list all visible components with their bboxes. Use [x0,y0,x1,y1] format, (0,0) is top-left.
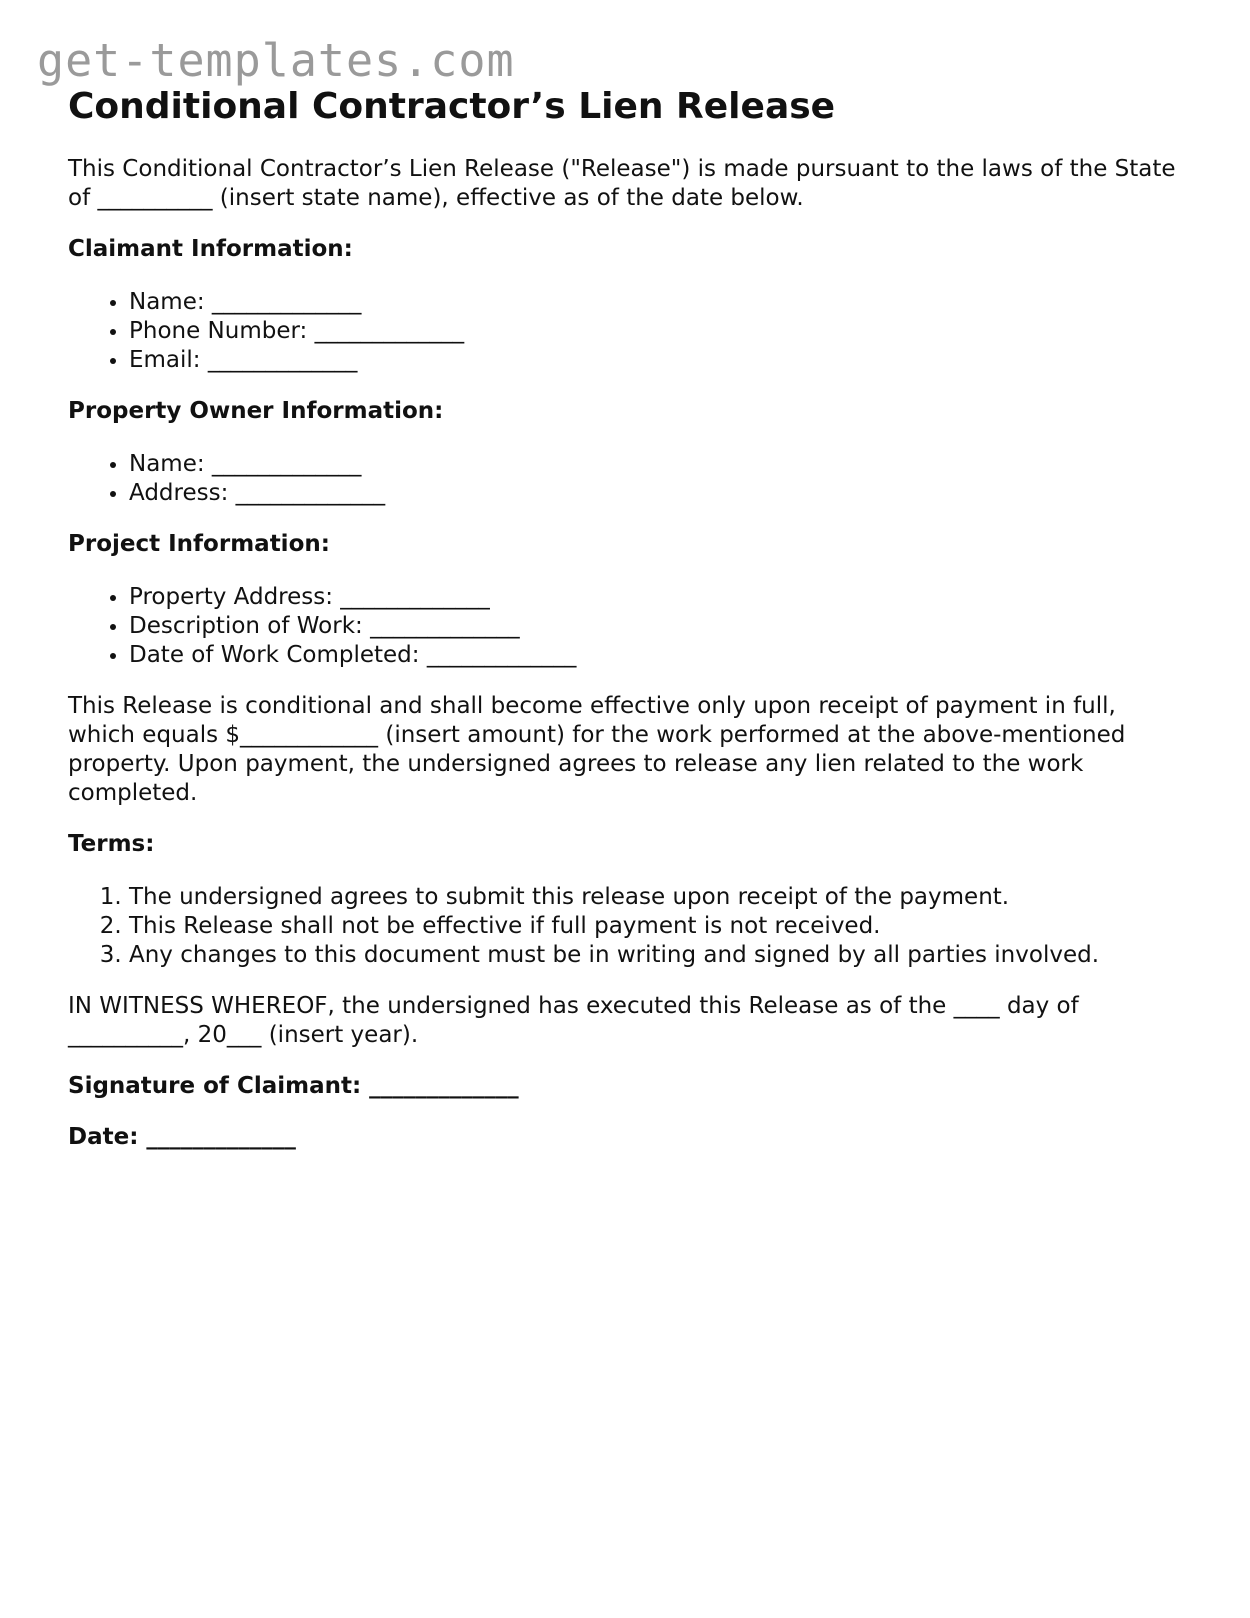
list-item: 2. This Release shall not be effective if full payment is not received. [129,912,1188,941]
intro-paragraph: This Conditional Contractor’s Lien Release ("Release") is made pursuant to the laws of the State of __________ (insert state name), effective as of the date below. [68,156,1176,211]
list-item: • Description of Work: _____________ [129,612,1188,641]
list-item: • Name: _____________ [129,450,1188,479]
list-item: • Name: _____________ [129,288,1188,317]
document-title: Conditional Contractor’s Lien Release [68,86,836,127]
owner-list [68,450,1188,508]
claimant-heading: Claimant Information: [68,236,353,262]
terms-list [68,883,1188,970]
watermark-logo-text: get-templates.com [37,34,515,87]
date-line: Date: _____________ [68,1124,296,1150]
list-item: • Phone Number: _____________ [129,317,1188,346]
condition-paragraph: This Release is conditional and shall become effective only upon receipt of payment in full, which equals $____________ (insert amount) for the work performed at the above-mentioned property. Upon payment, the undersigned agrees to release any lien related to the work completed. [68,693,1126,806]
list-item: • Email: _____________ [129,346,1188,375]
claimant-list [68,288,1188,375]
project-heading: Project Information: [68,531,330,557]
list-item: 3. Any changes to this document must be in writing and signed by all parties involved. [129,941,1188,970]
document-body [68,85,1188,1152]
list-item: 1. The undersigned agrees to submit this release upon receipt of the payment. [129,883,1188,912]
list-item: • Date of Work Completed: _____________ [129,641,1188,670]
witness-paragraph: IN WITNESS WHEREOF, the undersigned has executed this Release as of the ____ day of __________, 20___ (insert year). [68,993,1079,1048]
list-item: • Property Address: _____________ [129,583,1188,612]
terms-heading: Terms: [68,831,155,857]
list-item: • Address: _____________ [129,479,1188,508]
signature-line: Signature of Claimant: _____________ [68,1073,519,1099]
project-list [68,583,1188,670]
owner-heading: Property Owner Information: [68,398,444,424]
